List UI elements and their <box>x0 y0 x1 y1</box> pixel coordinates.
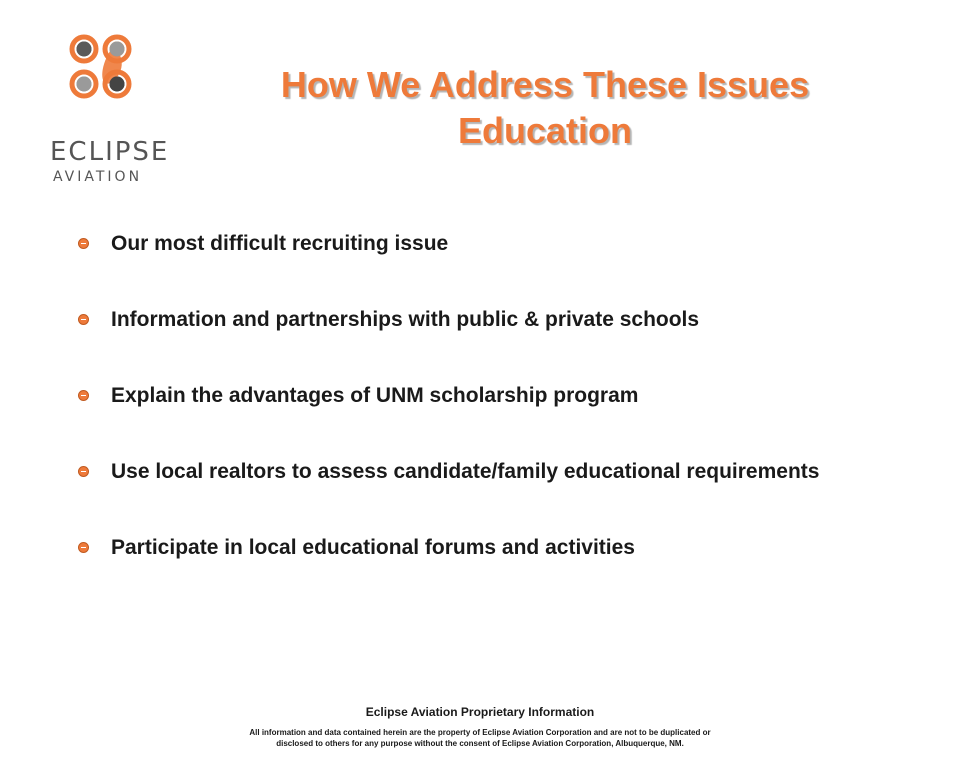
bullet-text: Information and partnerships with public & private schools <box>111 308 700 331</box>
logo-subtitle: AVIATION <box>53 169 143 185</box>
footer-note-line-2: disclosed to others for any purpose without the consent of Eclipse Aviation Corporation, Albuquerque, NM. <box>276 739 684 748</box>
bullet-text: Our most difficult recruiting issue <box>111 232 449 255</box>
list-item <box>76 382 896 409</box>
footer-note-line-1: All information and data contained herein are the property of Eclipse Aviation Corporation and are not to be duplicated or <box>249 728 711 737</box>
list-item <box>76 230 896 257</box>
footer-disclaimer <box>180 727 780 749</box>
bullet-icon <box>78 238 89 249</box>
title-line-1: How We Address These Issues <box>280 64 810 105</box>
bullet-icon <box>78 466 89 477</box>
page-title <box>190 62 900 154</box>
footer-title: Eclipse Aviation Proprietary Information <box>365 705 595 719</box>
eclipse-aviation-logo <box>46 30 170 190</box>
title-line-2: Education <box>457 110 632 151</box>
bullet-icon <box>78 390 89 401</box>
bullet-icon <box>78 314 89 325</box>
bullet-icon <box>78 542 89 553</box>
list-item <box>76 534 896 561</box>
list-item <box>76 458 896 485</box>
list-item <box>76 306 896 333</box>
eclipse-dots-logo-icon <box>64 30 164 110</box>
bullet-text: Participate in local educational forums and activities <box>111 536 635 559</box>
logo-wordmark: ECLIPSE <box>50 137 170 167</box>
bullet-list <box>76 230 896 561</box>
bullet-text: Explain the advantages of UNM scholarship program <box>111 384 639 407</box>
bullet-text: Use local realtors to assess candidate/family educational requirements <box>111 460 820 483</box>
